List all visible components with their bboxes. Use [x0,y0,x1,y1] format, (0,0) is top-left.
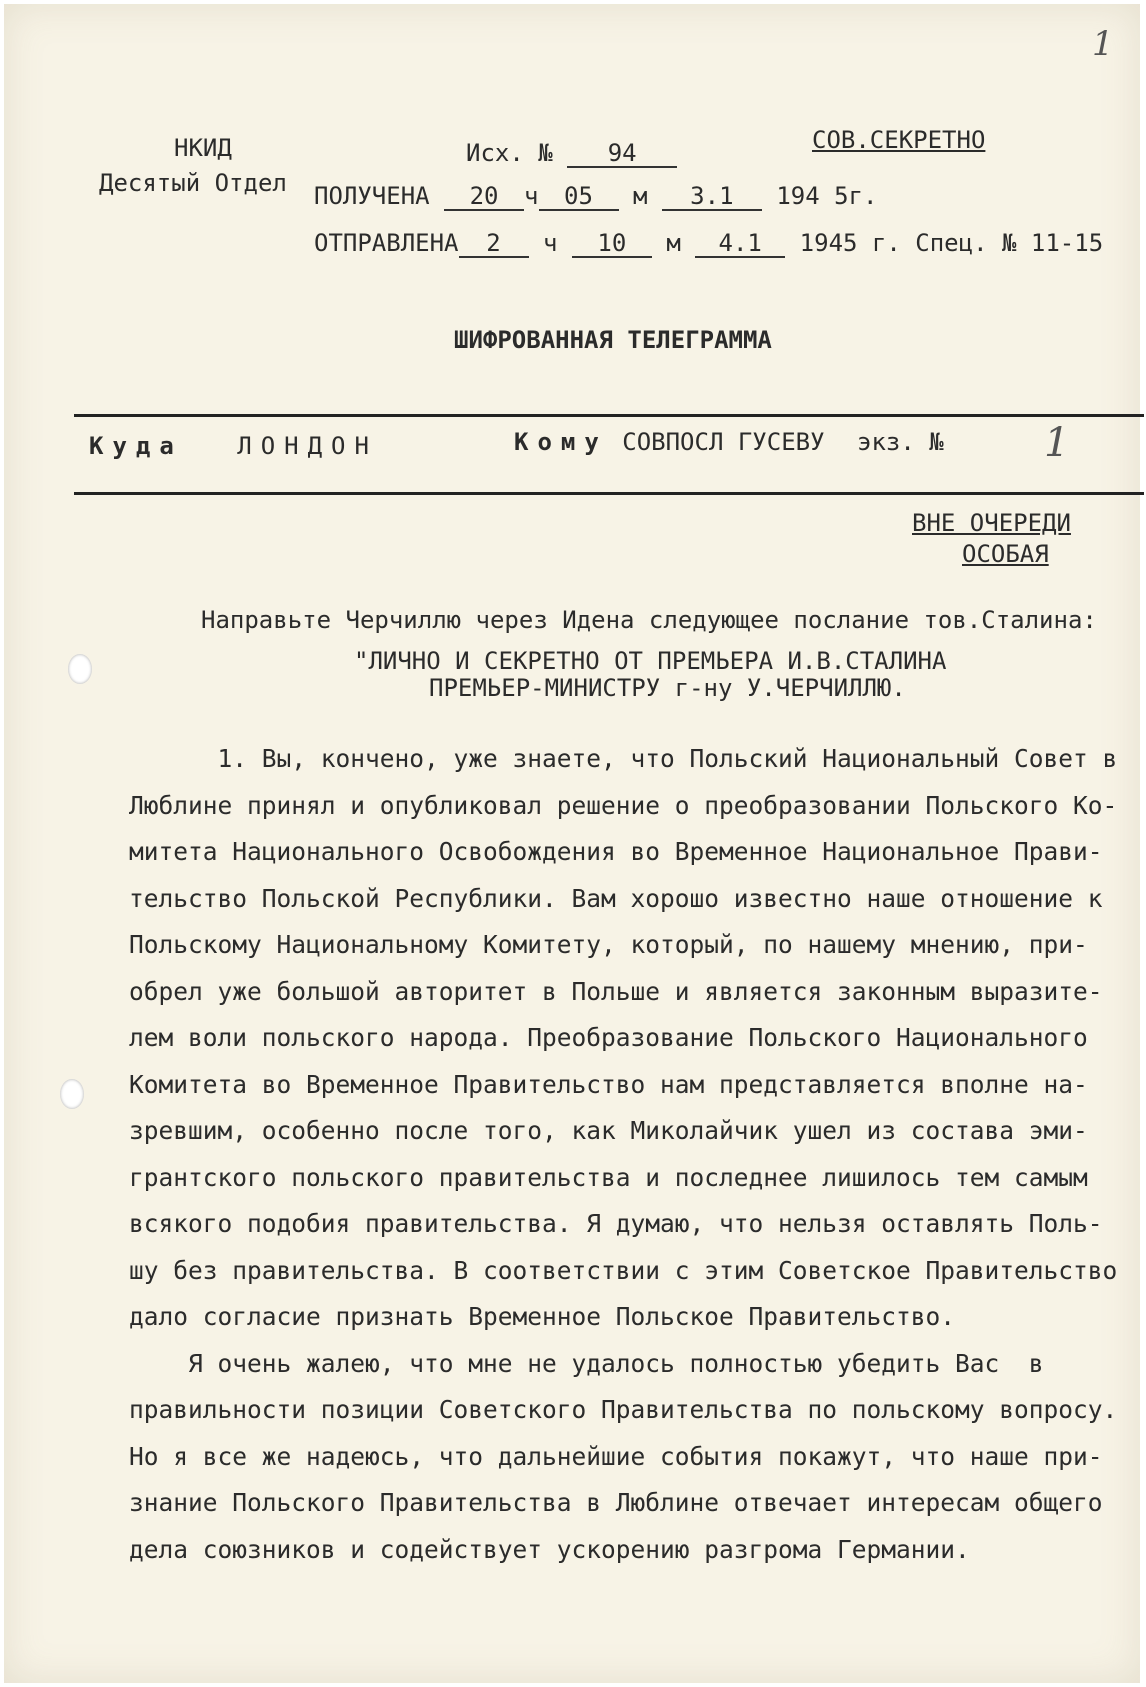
outgoing-number-row [466,139,677,168]
body-line-2: Люблине принял и опубликовал решение о преобразовании Польского Ко- [129,791,1118,820]
destination-value: ЛОНДОН [237,432,378,460]
sent-row [314,229,1103,258]
intro-line: Направьте Черчиллю через Идена следующее послание тов.Сталина: [201,606,1097,634]
destination-label: Куда [89,432,183,460]
received-label: ПОЛУЧЕНА [314,182,430,210]
received-minute-unit: м [632,182,648,210]
body-line-9: зревшим, особенно после того, как Миколайчик ушел из состава эми- [129,1116,1088,1145]
priority-line-2: ОСОБАЯ [962,540,1049,568]
top-divider [74,414,1144,417]
body-line-5: Польскому Национальному Комитету, который, по нашему мнению, при- [129,930,1088,959]
message-heading-line-1: "ЛИЧНО И СЕКРЕТНО ОТ ПРЕМЬЕРА И.В.СТАЛИНА [354,647,947,675]
sent-minute: 10 [572,230,652,258]
routing-row [89,432,378,460]
recipient-label: Кому [514,428,608,456]
received-date: 3.1 [662,183,762,211]
outgoing-number: 94 [567,140,677,168]
body-line-11: всякого подобия правительства. Я думаю, что нельзя оставлять Поль- [129,1209,1103,1238]
document-page [4,4,1140,1683]
sent-label: ОТПРАВЛЕНА [314,229,459,257]
sent-date: 4.1 [695,230,785,258]
org-name: НКИД [174,134,232,162]
body-line-4: тельство Польской Республики. Вам хорошо известно наше отношение к [129,884,1103,913]
body-line-16: Но я все же надеюсь, что дальнейшие события покажут, что наше при- [129,1442,1103,1471]
body-line-15: правильности позиции Советского Правительства по польскому вопросу. [129,1395,1118,1424]
sent-year: 1945 г. [799,229,901,257]
punch-hole-top [68,654,92,684]
document-title: ШИФРОВАННАЯ ТЕЛЕГРАММА [454,326,772,354]
body-line-1: 1. Вы, кончено, уже знаете, что Польский Национальный Совет в [129,744,1118,773]
body-line-13: дало согласие признать Временное Польское Правительство. [129,1302,956,1331]
page-number: 1 [1092,24,1114,64]
classification-stamp: СОВ.СЕКРЕТНО [812,126,986,154]
received-hour-unit: ч [524,182,539,210]
org-department: Десятый Отдел [99,169,287,197]
sent-hour: 2 [459,230,529,258]
received-row [314,182,877,211]
message-heading-line-2: ПРЕМЬЕР-МИНИСТРУ г-ну У.ЧЕРЧИЛЛЮ. [429,674,906,702]
received-year: 194 5г. [776,182,878,210]
sent-minute-unit: м [666,229,681,257]
body-line-7: лем воли польского народа. Преобразование Польского Национального [129,1023,1088,1052]
body-line-14: Я очень жалею, что мне не удалось полностью убедить Вас в [129,1349,1044,1378]
body-line-12: шу без правительства. В соответствии с этим Советское Правительство [129,1256,1118,1285]
bottom-divider [74,492,1144,495]
priority-line-1: ВНЕ ОЧЕРЕДИ [912,509,1071,537]
received-hour: 20 [444,183,524,211]
outgoing-label: Исх. № [466,139,553,167]
body-line-10: грантского польского правительства и последнее лишилось тем самым [129,1163,1088,1192]
body-line-8: Комитета во Временное Правительство нам представляется вполне на- [129,1070,1088,1099]
body-line-3: митета Национального Освобождения во Временное Национальное Прави- [129,837,1103,866]
received-minute: 05 [539,183,619,211]
body-line-18: дела союзников и содействует ускорению разгрома Германии. [129,1535,970,1564]
sent-hour-unit: ч [542,229,558,257]
copy-label: экз. № [857,428,944,456]
recipient-block [514,428,944,456]
spec-number: 11-15 [1030,229,1104,257]
body-line-17: знание Польского Правительства в Люблине отвечает интересам общего [129,1488,1103,1517]
recipient-value: СОВПОСЛ ГУСЕВУ [622,428,825,456]
punch-hole-bottom [60,1079,84,1109]
body-line-6: обрел уже большой авторитет в Польше и является законным выразите- [129,977,1103,1006]
copy-number: 1 [1044,420,1070,466]
spec-label: Спец. № [915,229,1017,257]
